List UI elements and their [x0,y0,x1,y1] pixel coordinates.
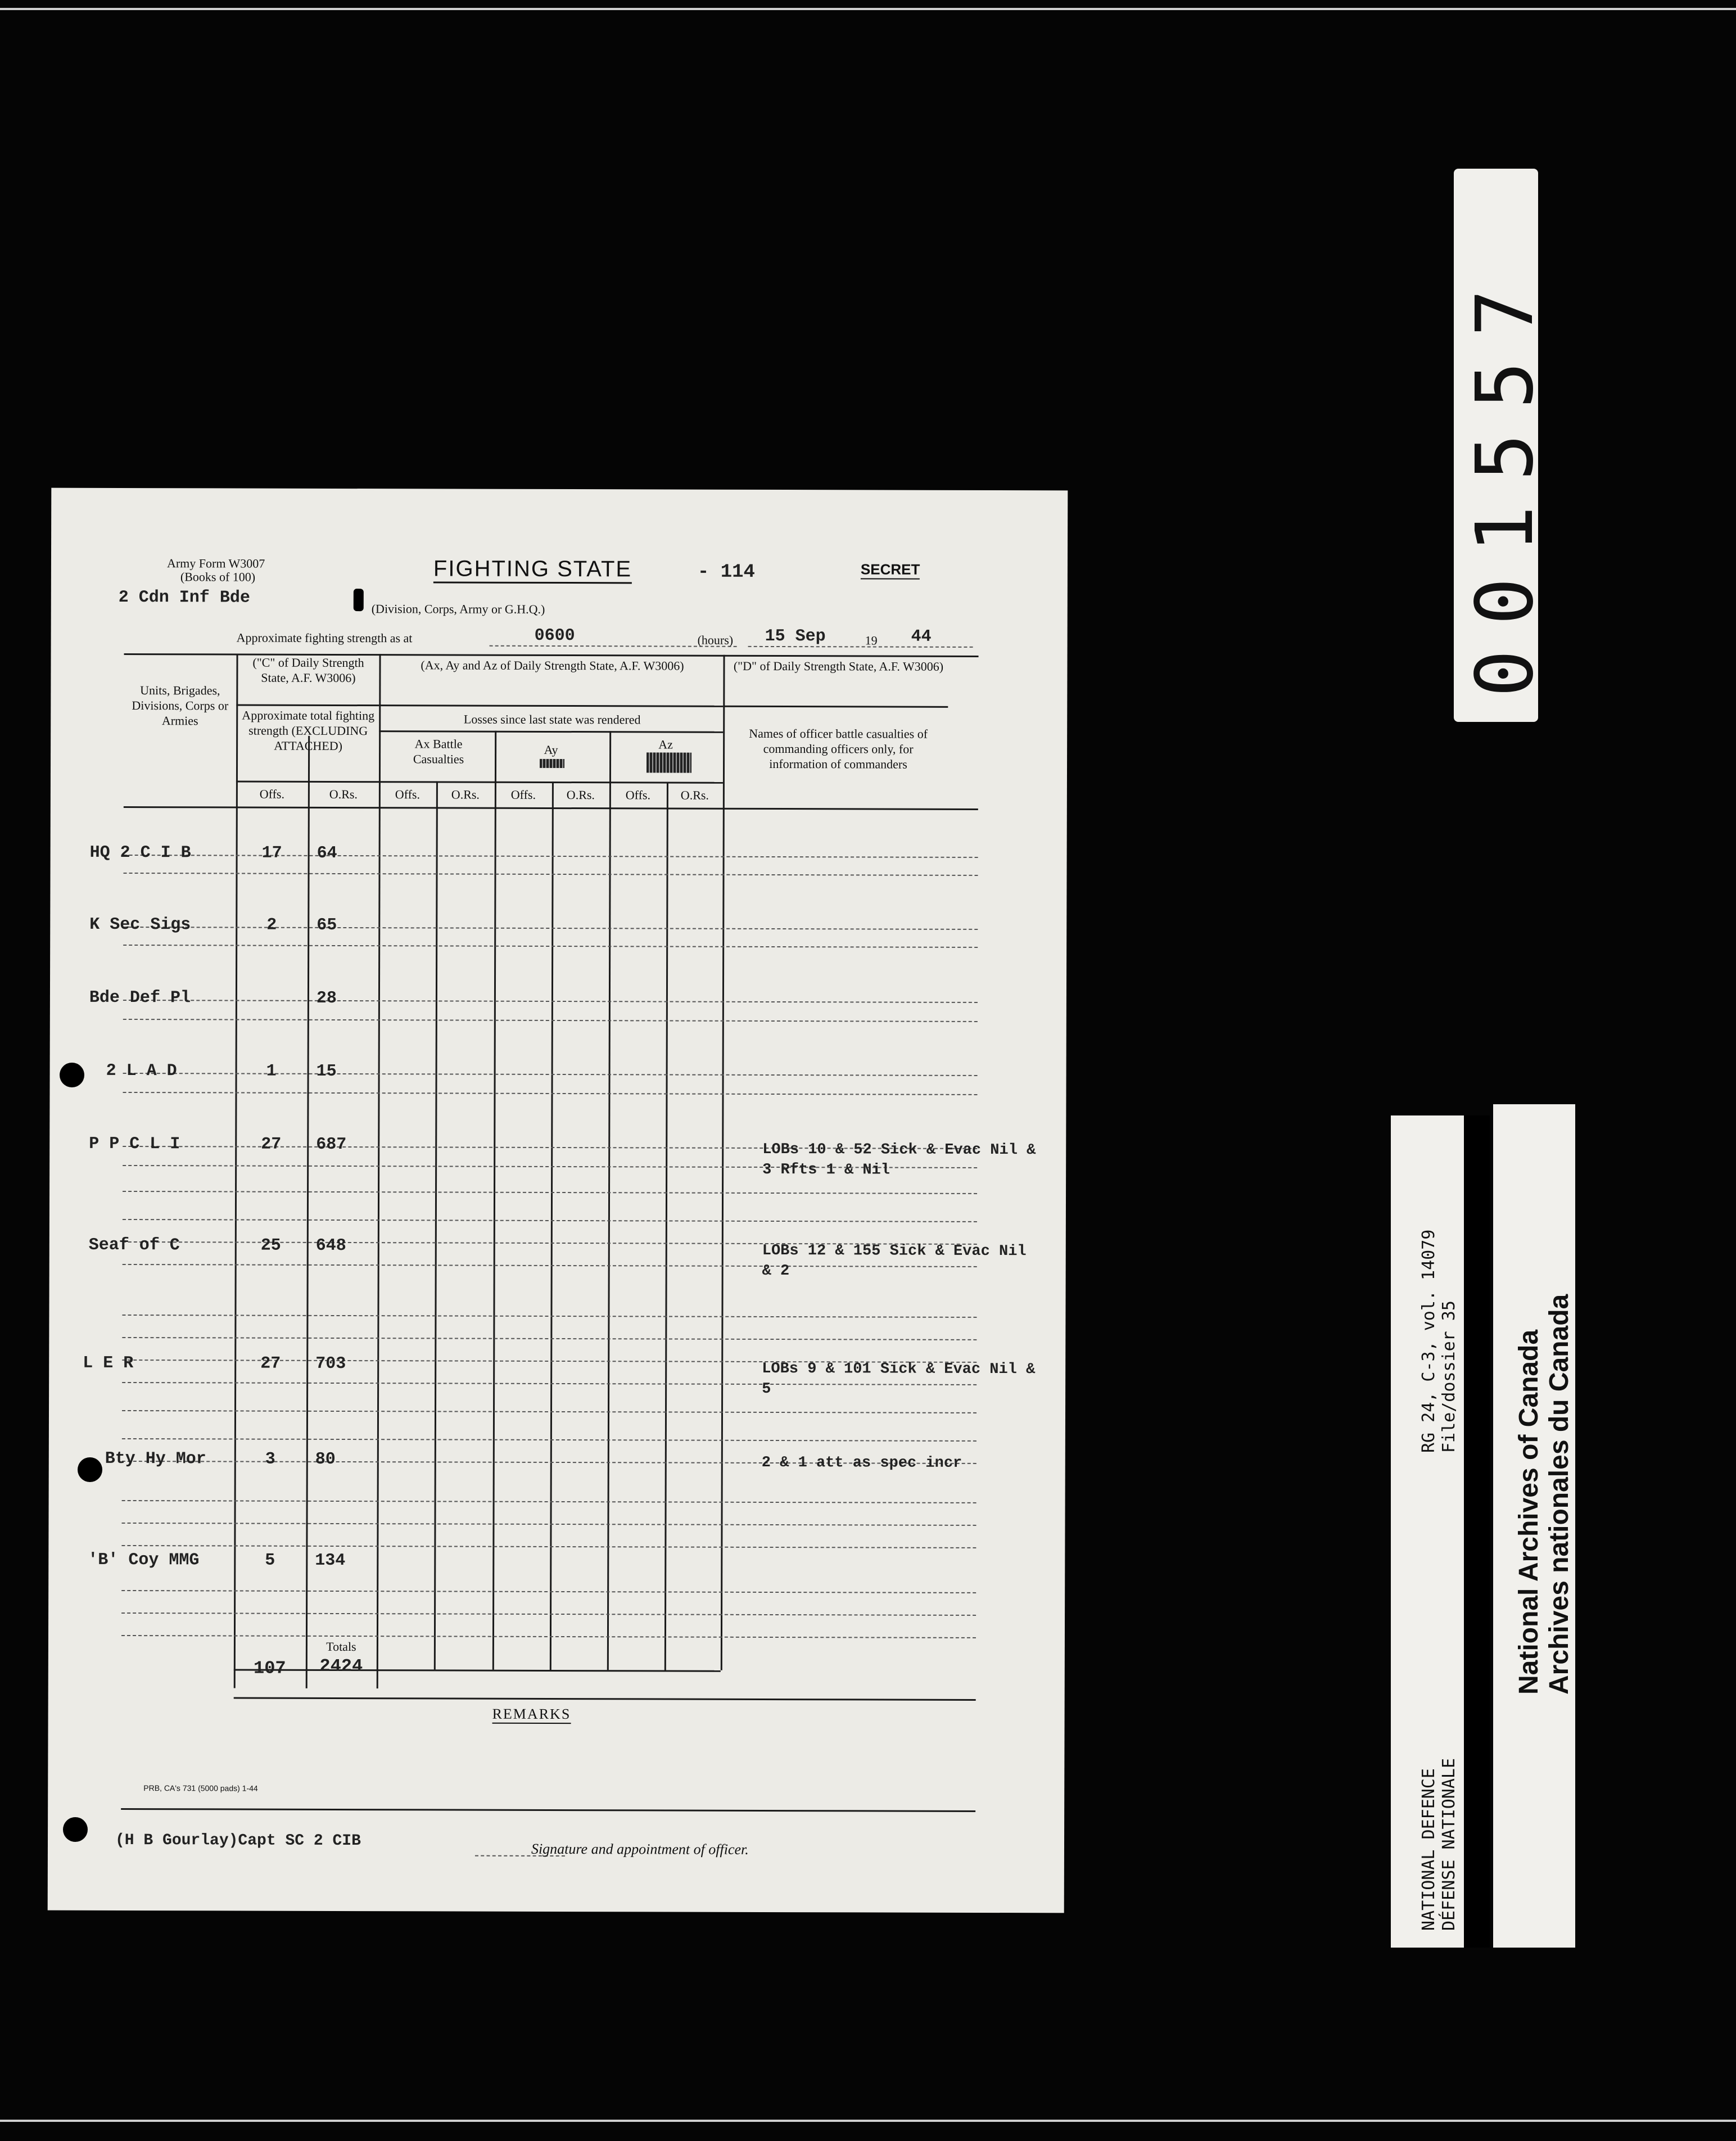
remark-text: LOBs 9 & 101 Sick & Evac Nil & 5 [762,1360,1036,1398]
film-edge-bottom [0,2120,1736,2122]
col-line-4 [434,781,438,1669]
d-sub-rule [723,706,948,708]
az-struck-text [647,752,691,773]
army-form-label: Army Form W3007 [166,556,265,571]
remarks-top-rule [234,1697,976,1700]
col-offs-ax: Offs. [395,787,421,802]
col-offs-ay: Offs. [510,787,536,802]
offs-value: 2 [266,915,277,935]
col-ors-c: O.Rs. [329,787,358,802]
totals-offs: 107 [253,1657,286,1679]
remarks-label: REMARKS [492,1706,571,1724]
fighting-state-form [48,488,1068,1913]
c-sub-rule [236,704,379,707]
col-ors-ax: O.Rs. [451,787,480,802]
offs-value: 1 [266,1062,277,1081]
date-line [748,646,973,648]
ay-struck-text [540,759,564,768]
ors-value: 64 [317,843,337,863]
col-line-3 [377,654,381,1688]
archives-name-en: National Archives of Canada [1514,1329,1544,1695]
unit-name: Bde Def Pl [89,988,191,1008]
label-separator [1464,1115,1490,1948]
department-en: NATIONAL DEFENCE [1419,1768,1439,1931]
offs-value: 27 [261,1135,282,1154]
header-d: ("D" of Daily Strength State, A.F. W3006) [733,658,944,674]
year-value: 44 [911,627,932,647]
hours-label: (hours) [697,633,734,647]
classification: SECRET [861,561,920,579]
archive-dossier: File/dossier 35 [1439,1300,1459,1453]
printer-note: PRB, CA's 731 (5000 pads) 1-44 [143,1783,258,1793]
date-value: 15 Sep [765,626,826,647]
remark-text: LOBs 12 & 155 Sick & Evac Nil & 2 [762,1242,1027,1280]
col-line-8 [664,782,668,1670]
header-ax: Ax Battle Casualties [413,737,464,766]
unit-name: P P C L I [89,1134,180,1154]
totals-label: Totals [326,1639,356,1654]
signature-name: (H B Gourlay)Capt SC 2 CIB [115,1831,361,1850]
col-line-1 [234,654,238,1688]
unit-name: L E R [83,1353,134,1374]
header-losses: (Ax, Ay and Az of Daily Strength State, A.F. W3006) [421,658,684,673]
col-line-7 [607,731,611,1670]
unit-name: Seaf of C [88,1235,180,1255]
unit-name: K Sec Sigs [89,915,191,935]
header-c-sub: Approximate total fighting strength (EXCLUDING ATTACHED) [242,708,375,753]
punch-hole [63,1817,88,1842]
books-label: (Books of 100) [180,570,256,584]
col-offs-c: Offs. [259,787,285,801]
punch-hole [78,1457,102,1482]
department-fr: DÉFENSE NATIONALE [1439,1758,1459,1931]
archives-canada-label [1493,1104,1575,1948]
year-prefix: 19 [865,633,878,648]
form-title: FIGHTING STATE [433,556,632,584]
ors-value: 134 [315,1551,346,1571]
header-d-sub: Names of officer battle casualties of commanding officers only, for information of commanders [749,726,928,771]
frame-number: 001557 [1459,264,1551,697]
header-ay: Ay [544,742,558,757]
unit-name: HQ 2 C I B [89,843,191,863]
formation-value: 2 Cdn Inf Bde [118,588,250,608]
header-bottom-rule [124,806,978,810]
signature-top-rule [121,1808,975,1812]
formation-caption: (Division, Corps, Army or G.H.Q.) [371,602,545,616]
ink-mark [354,589,364,611]
offs-value: 25 [260,1236,281,1255]
col-ors-az: O.Rs. [680,788,709,802]
remark-text: 2 & 1 att as spec incr [761,1454,962,1472]
col-line-5 [492,731,496,1670]
ors-value: 703 [315,1354,346,1374]
time-value: 0600 [534,626,575,646]
header-losses-sub: Losses since last state was rendered [463,712,641,727]
ors-value: 687 [316,1135,347,1155]
unit-name: 'B' Coy MMG [88,1550,200,1570]
totals-ors: 2424 [319,1655,363,1677]
offs-value: 17 [261,843,282,863]
ors-value: 648 [315,1236,346,1256]
col-line-6 [550,782,554,1670]
ruled-lines [51,488,1068,491]
film-edge-top [0,8,1736,10]
offs-value: 27 [260,1354,281,1374]
col-offs-az: Offs. [625,788,651,802]
losses-sub-rule [379,704,723,707]
ors-value: 15 [316,1062,337,1081]
ors-value: 28 [316,988,337,1008]
header-az: Az [658,737,673,752]
offs-value: 5 [265,1551,275,1570]
frame-number-label [1454,169,1551,722]
losses-sub-rule-2 [379,730,723,733]
archives-name-fr: Archives nationales du Canada [1544,1294,1574,1695]
col-line-9 [721,655,725,1670]
approx-label: Approximate fighting strength as at [236,630,413,645]
header-units: Units, Brigades, Divisions, Corps or Armies [132,683,229,728]
col-ors-ay: O.Rs. [566,788,595,802]
ors-value: 80 [315,1449,336,1469]
remark-text: LOBs 10 & 52 Sick & Evac Nil & 3 Rfts 1 & Nil [762,1141,1036,1179]
unit-name: Bty Hy Mor [105,1449,206,1469]
form-number: - 114 [697,561,756,583]
ors-value: 65 [317,915,337,935]
header-c: ("C" of Daily Strength State, A.F. W3006) [252,655,364,685]
offs-value: 3 [265,1449,275,1469]
punch-hole [60,1063,84,1087]
archive-reference: RG 24, C-3, vol. 14079 [1419,1229,1439,1453]
unit-name: 2 L A D [106,1061,177,1081]
signature-caption: Signature and appointment of officer. [531,1840,749,1858]
